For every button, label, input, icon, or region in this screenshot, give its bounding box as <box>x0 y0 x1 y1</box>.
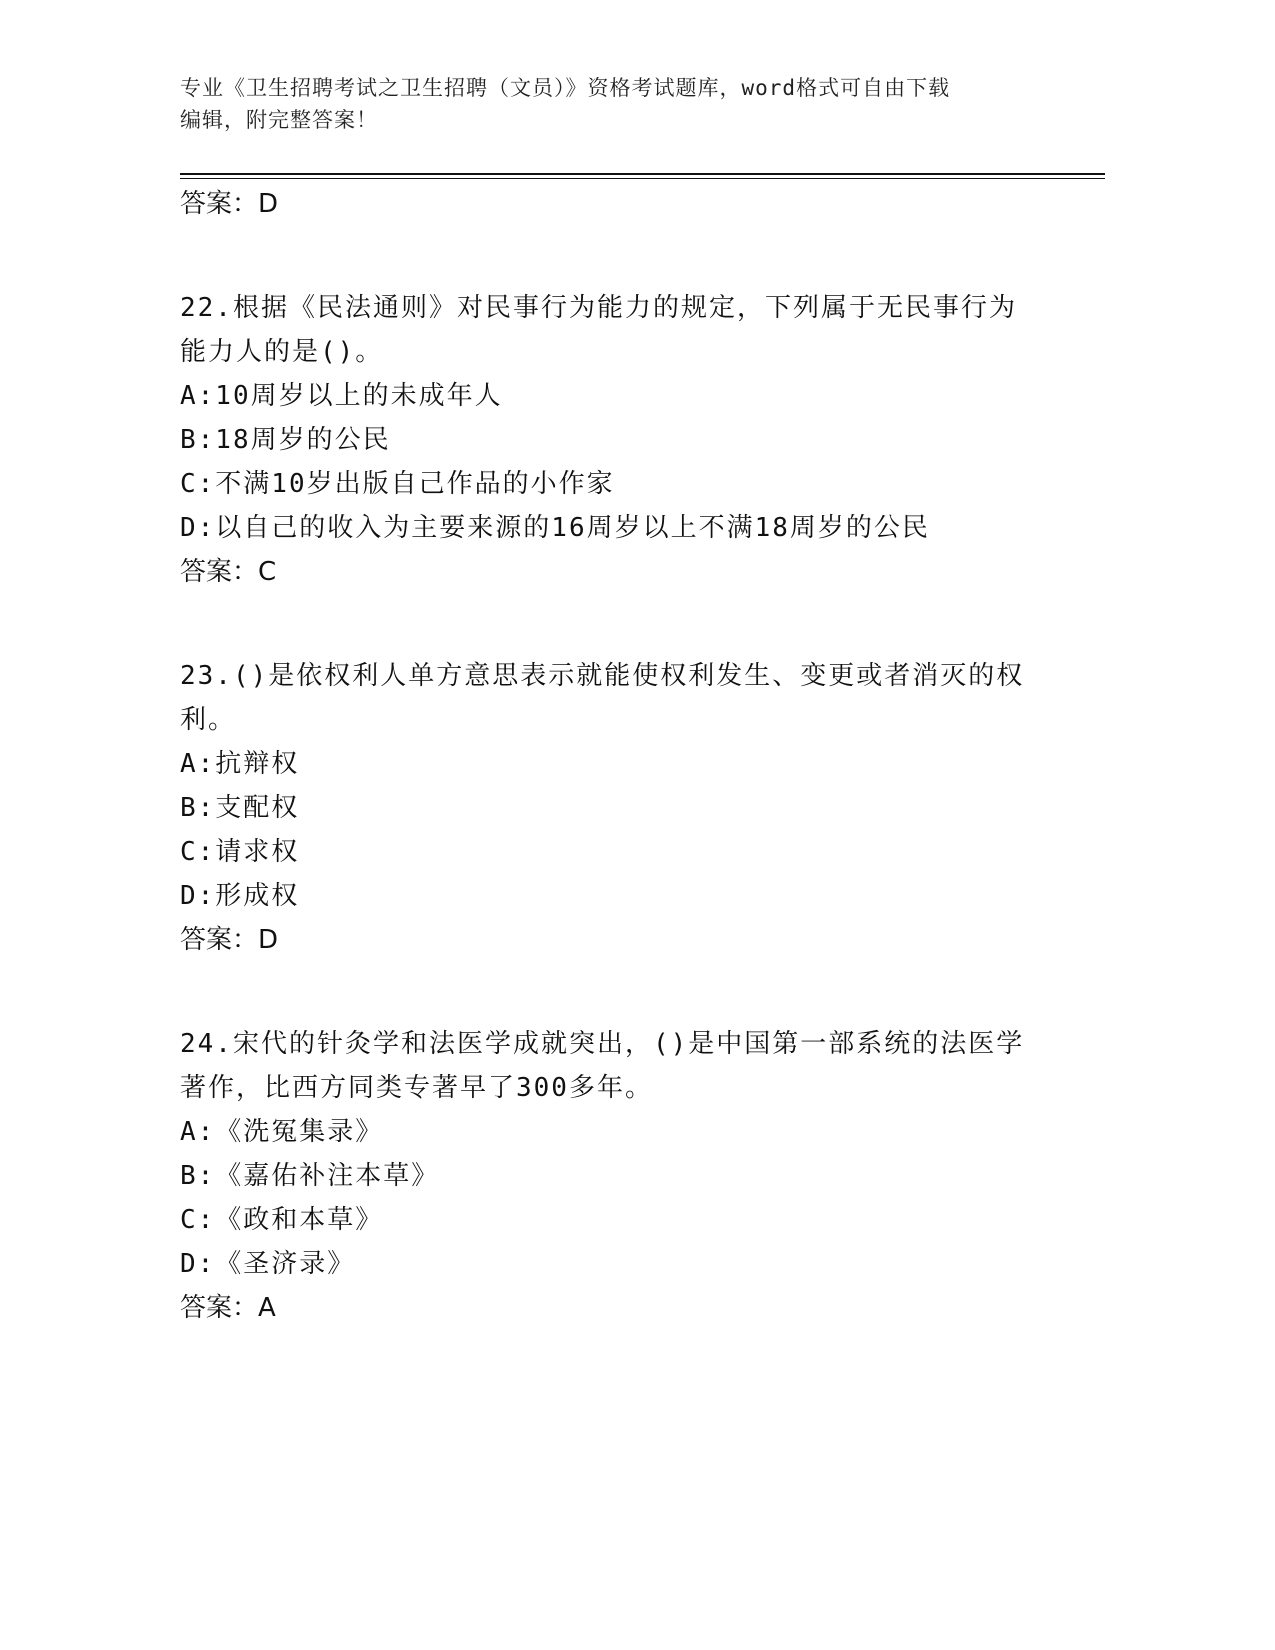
option-b: B:18周岁的公民 <box>180 425 391 455</box>
header-line-2: 编辑，附完整答案！ <box>180 108 378 132</box>
option-d: D:《圣济录》 <box>180 1249 356 1279</box>
answer: 答案：C <box>180 557 277 587</box>
question-text: 23.()是依权利人单方意思表示就能使权利发生、变更或者消灭的权利。 <box>180 661 1025 735</box>
answer: 答案：D <box>180 925 279 955</box>
option-c: C:不满10岁出版自己作品的小作家 <box>180 469 615 499</box>
option-a: A:《洗冤集录》 <box>180 1117 384 1147</box>
question-22 <box>180 286 1040 594</box>
question-24 <box>180 1022 1040 1330</box>
option-a: A:抗辩权 <box>180 749 300 779</box>
header-divider-thick <box>180 173 1105 175</box>
answer: 答案：A <box>180 1293 276 1323</box>
option-b: B:支配权 <box>180 793 300 823</box>
option-c: C:请求权 <box>180 837 300 867</box>
option-d: D:形成权 <box>180 881 300 911</box>
previous-answer: 答案：D <box>180 189 279 219</box>
option-a: A:10周岁以上的未成年人 <box>180 381 503 411</box>
option-b: B:《嘉佑补注本草》 <box>180 1161 440 1191</box>
option-d: D:以自己的收入为主要来源的16周岁以上不满18周岁的公民 <box>180 513 930 543</box>
question-text: 24.宋代的针灸学和法医学成就突出，()是中国第一部系统的法医学著作，比西方同类专著早了300多年。 <box>180 1029 1025 1103</box>
question-23 <box>180 654 1040 962</box>
question-list <box>180 180 1040 1330</box>
option-c: C:《政和本草》 <box>180 1205 384 1235</box>
header-divider-thin <box>180 178 1105 179</box>
header-line-1: 专业《卫生招聘考试之卫生招聘（文员）》资格考试题库，word格式可自由下载 <box>180 76 951 100</box>
question-text: 22.根据《民法通则》对民事行为能力的规定，下列属于无民事行为能力人的是()。 <box>180 293 1017 367</box>
document-header <box>180 72 1060 136</box>
